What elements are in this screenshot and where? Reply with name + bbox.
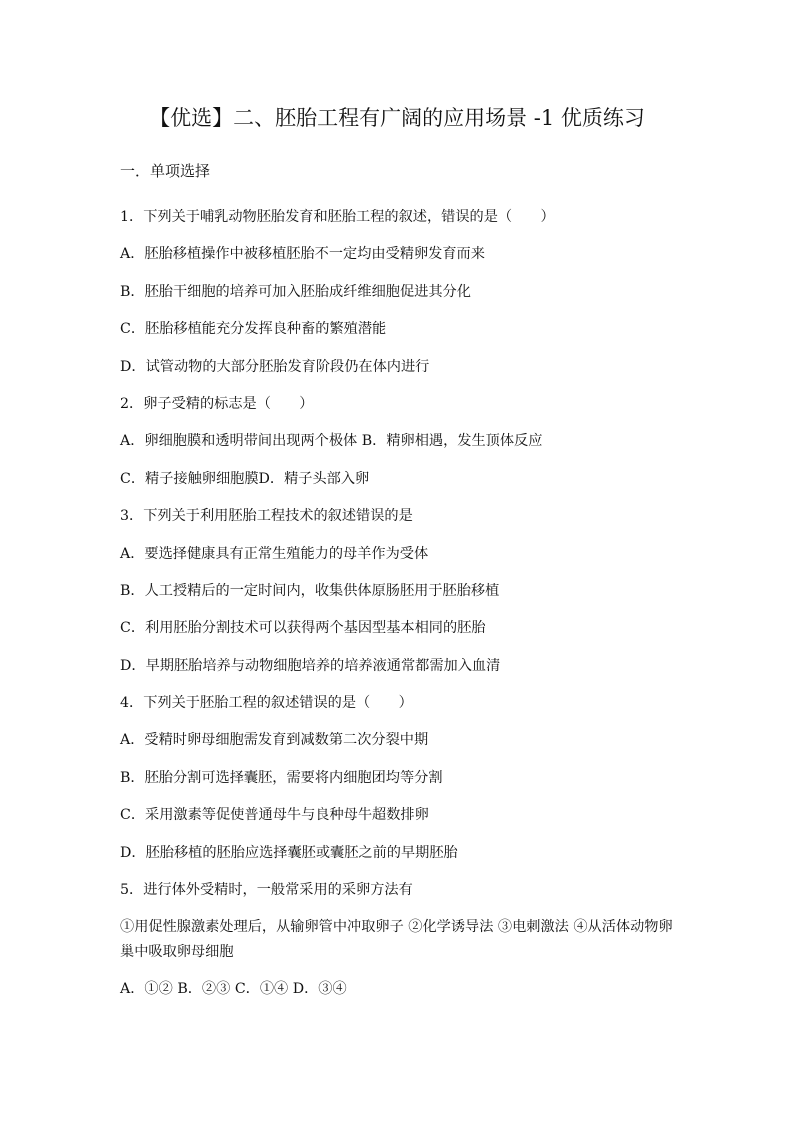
question-1-option-a: A．胚胎移植操作中被移植胚胎不一定均由受精卵发育而来 xyxy=(120,246,485,263)
question-3-option-c: C．利用胚胎分割技术可以获得两个基因型基本相同的胚胎 xyxy=(120,620,486,637)
question-4-option-b: B．胚胎分割可选择囊胚，需要将内细胞团均等分割 xyxy=(120,769,443,786)
question-3-option-a: A．要选择健康具有正常生殖能力的母羊作为受体 xyxy=(120,545,429,562)
question-2-options-ab: A．卵细胞膜和透明带间出现两个极体 B．精卵相遇，发生顶体反应 xyxy=(120,433,543,450)
question-3-stem: 3．下列关于利用胚胎工程技术的叙述错误的是 xyxy=(120,508,413,525)
question-5-statements: ①用促性腺激素处理后，从输卵管中冲取卵子 ②化学诱导法 ③电刺激法 ④从活体动物卵巢中吸取卵母细胞 xyxy=(120,919,673,961)
question-1-option-c: C．胚胎移植能充分发挥良种畜的繁殖潜能 xyxy=(120,321,387,338)
question-list xyxy=(120,205,690,1015)
question-5-stem: 5．进行体外受精时，一般常采用的采卵方法有 xyxy=(120,882,413,899)
question-1-option-d: D．试管动物的大部分胚胎发育阶段仍在体内进行 xyxy=(120,358,430,375)
question-3-option-d: D．早期胚胎培养与动物细胞培养的培养液通常都需加入血清 xyxy=(120,657,501,674)
document-title: 【优选】二、胚胎工程有广阔的应用场景 -1 优质练习 xyxy=(149,106,645,130)
question-4-stem: 4．下列关于胚胎工程的叙述错误的是（ ） xyxy=(120,695,413,712)
question-3-option-b: B．人工授精后的一定时间内，收集供体原肠胚用于胚胎移植 xyxy=(120,582,500,599)
question-2-options-cd: C．精子接触卵细胞膜D．精子头部入卵 xyxy=(120,470,370,487)
question-4-option-d: D．胚胎移植的胚胎应选择囊胚或囊胚之前的早期胚胎 xyxy=(120,844,458,861)
question-1-stem: 1．下列关于哺乳动物胚胎发育和胚胎工程的叙述，错误的是（ ） xyxy=(120,209,555,225)
question-4-option-c: C．采用激素等促使普通母牛与良种母牛超数排卵 xyxy=(120,807,429,824)
question-2-stem: 2．卵子受精的标志是（ ） xyxy=(120,395,314,412)
question-4-option-a: A．受精时卵母细胞需发育到减数第二次分裂中期 xyxy=(120,732,429,749)
question-1-option-b: B．胚胎干细胞的培养可加入胚胎成纤维细胞促进其分化 xyxy=(120,283,471,300)
section-heading: 一．单项选择 xyxy=(120,162,211,180)
question-5-options: A．①② B．②③ C．①④ D．③④ xyxy=(120,981,347,998)
